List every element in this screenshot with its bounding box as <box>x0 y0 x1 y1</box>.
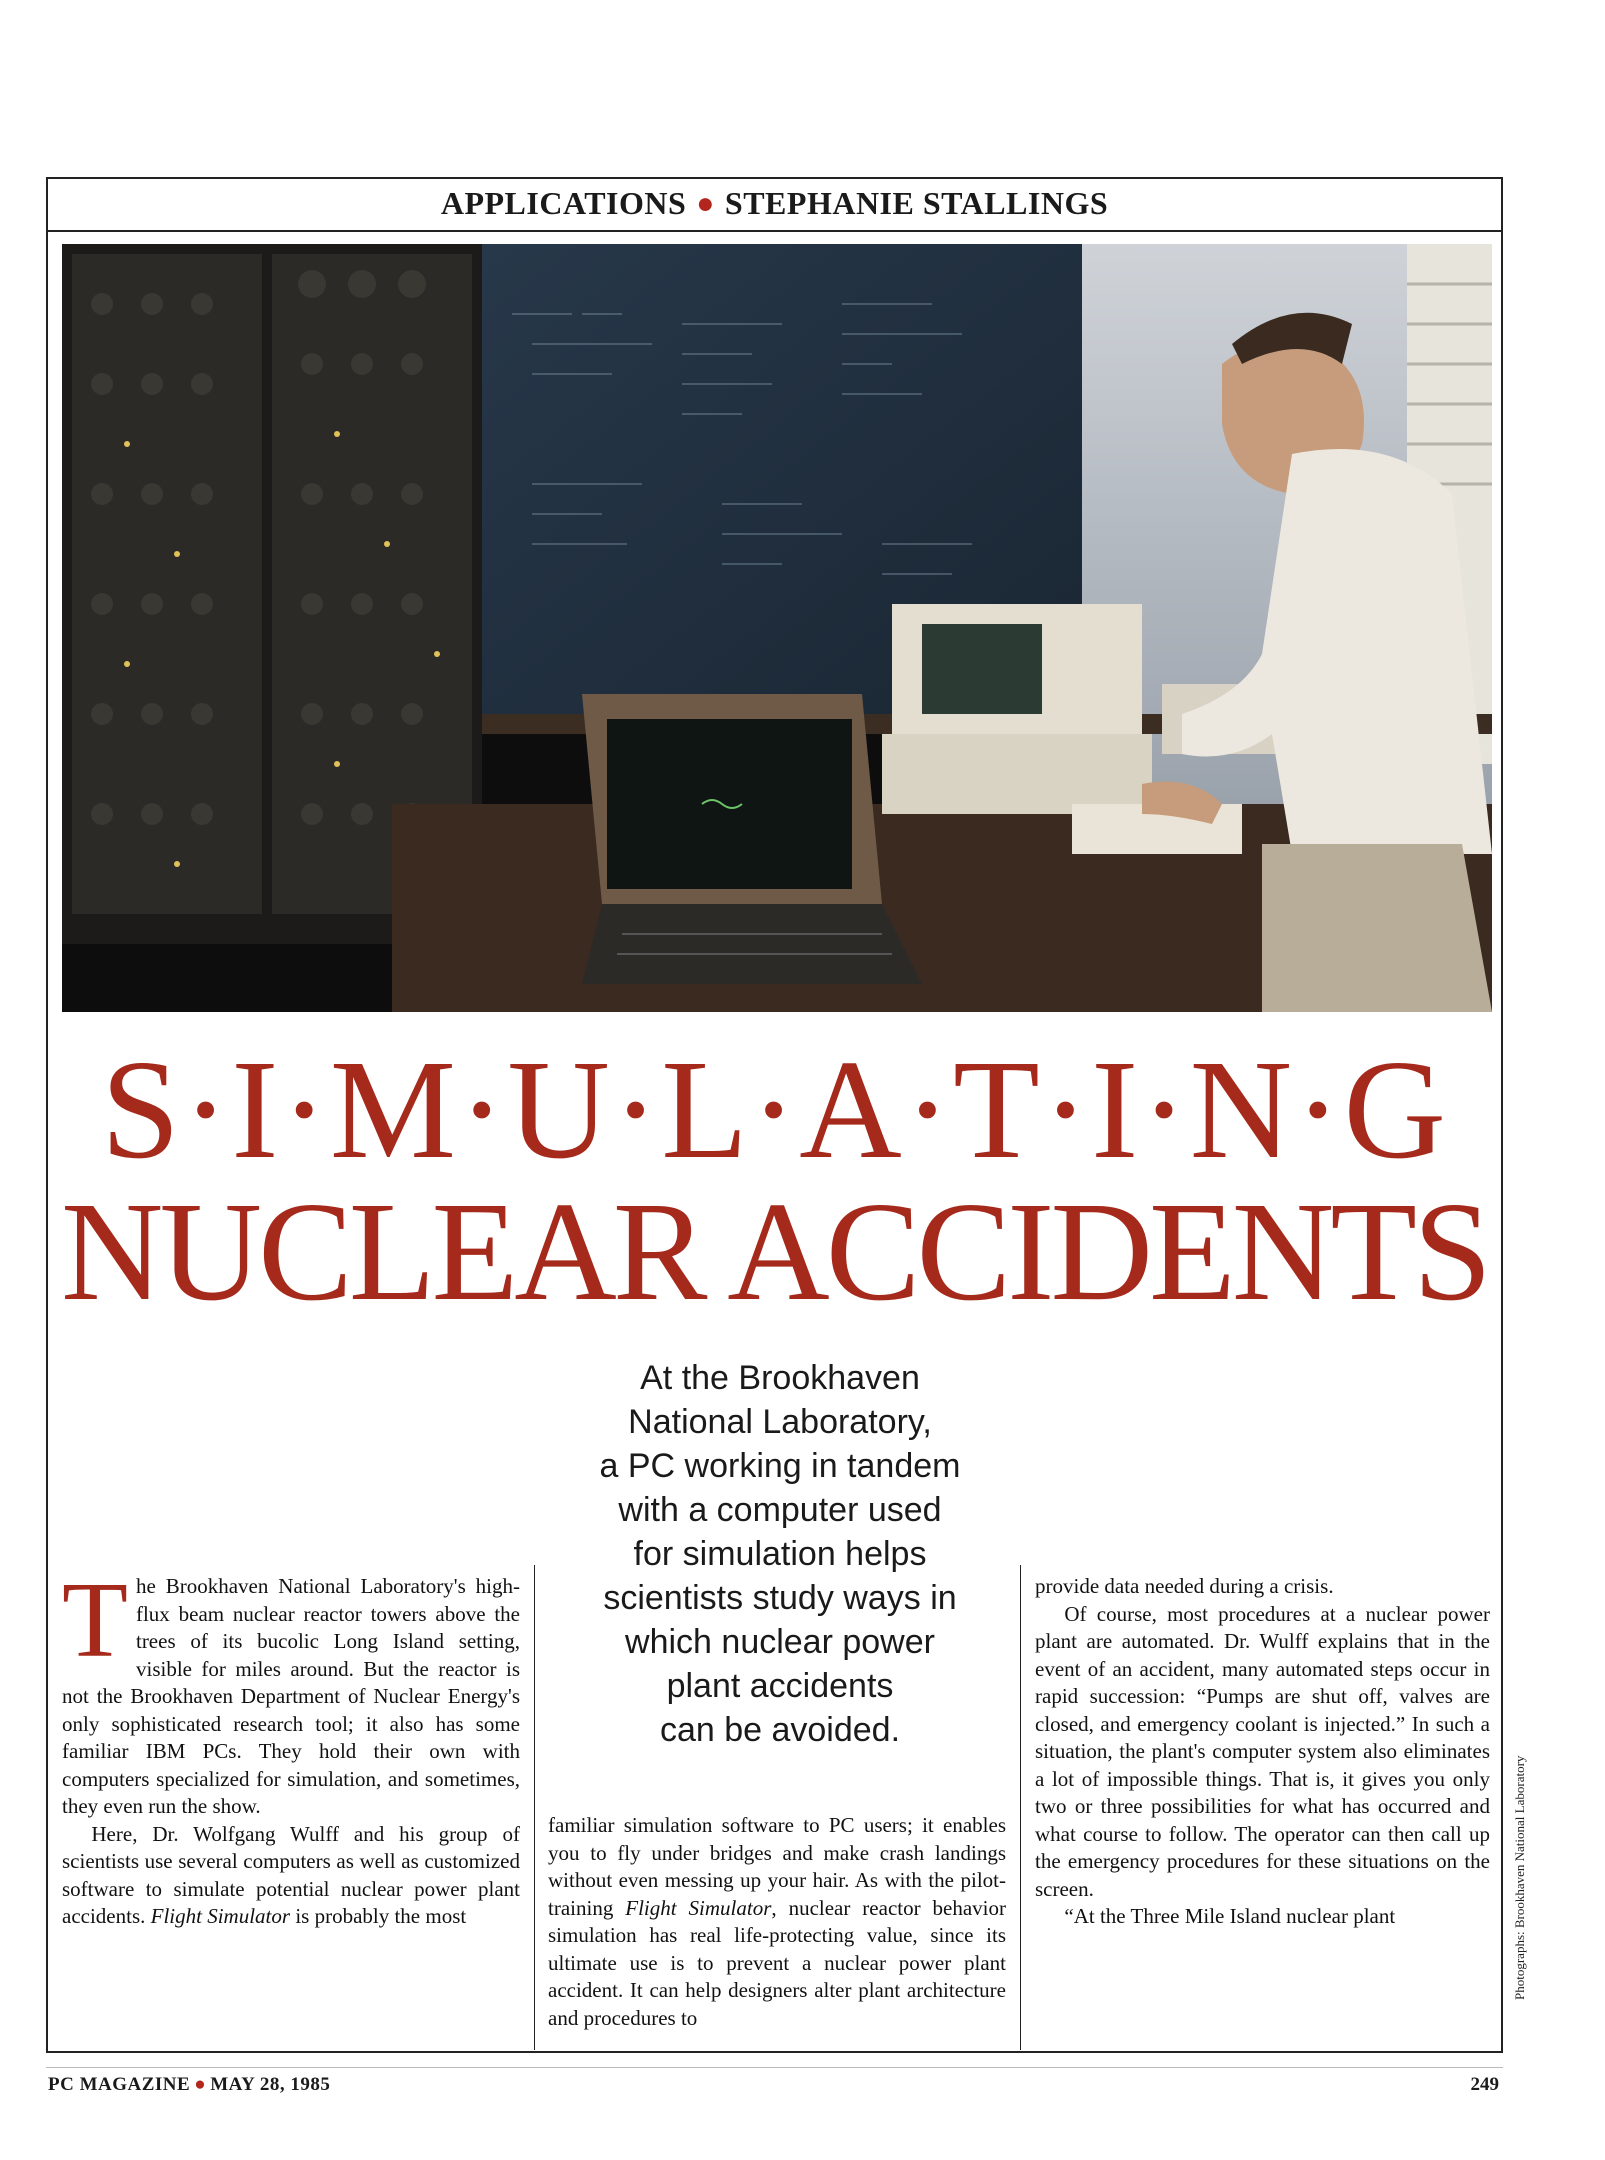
footer-rule <box>46 2067 1503 2068</box>
deck-line: a PC working in tandem <box>599 1447 961 1485</box>
body-paragraph: provide data needed during a crisis. <box>1035 1574 1334 1598</box>
magazine-name: PC MAGAZINE <box>48 2074 191 2095</box>
section-header <box>46 177 1503 232</box>
body-column-3 <box>1035 1573 1490 1931</box>
body-column-2 <box>548 1812 1006 2032</box>
drop-cap: T <box>62 1561 128 1680</box>
article-deck <box>520 1356 1040 1752</box>
deck-line: plant accidents <box>666 1667 894 1705</box>
paragraph-text: , nuclear reactor behavior simulation has real life-protecting value, since its ultimate use is to prevent a nuclear power plant accident. It can help designers alter plant architecture and procedures to <box>548 1895 1006 2030</box>
headline-line-1: S·I·M·U·L·A·T·I·N·G <box>100 1030 1449 1188</box>
body-paragraph <box>548 1812 1006 2032</box>
title-italic: Flight Simulator <box>625 1895 772 1920</box>
bullet-dot-icon: ● <box>194 2074 207 2095</box>
column-rule-2 <box>1020 1565 1021 2050</box>
deck-line: can be avoided. <box>659 1711 901 1749</box>
headline-line-2: NUCLEAR ACCIDENTS <box>60 1172 1489 1330</box>
deck-line: which nuclear power <box>625 1623 935 1661</box>
body-paragraph <box>62 1821 520 1931</box>
photo-credit: Photographs: Brookhaven National Laboratory <box>1512 1755 1527 2000</box>
title-italic: Flight Simulator <box>150 1904 291 1928</box>
deck-line: with a computer used <box>618 1491 942 1529</box>
paragraph-text: familiar simulation software to PC users; it enables you to fly under bridges and make crash landings without even messing up your hair. As with the pilot-training <box>548 1813 1006 1920</box>
deck-line: At the Brookhaven <box>640 1359 920 1397</box>
page-number: 249 <box>1470 2074 1499 2095</box>
paragraph-text: Here, Dr. Wolfgang Wulff and his group of scientists use several computers as well as customized software to simulate potential nuclear power plant accidents. <box>62 1821 520 1928</box>
body-paragraph: “At the Three Mile Island nuclear plant <box>1064 1904 1396 1928</box>
paragraph-text: he Brookhaven National Laboratory's high-flux beam nuclear reactor towers above the trees of its bucolic Long Island setting, visible for miles around. But the reactor is not the Brookhaven Department of Nuclear Energy's only sophisticated research tool; it also has some familiar IBM PCs. They hold their own with computers specialized for simulation, and sometimes, they even run the show. <box>62 1574 520 1818</box>
body-paragraph <box>62 1561 520 1821</box>
lab-scene-illustration <box>62 244 1492 1012</box>
deck-line: National Laboratory, <box>628 1403 932 1441</box>
lead-photo <box>62 244 1492 1012</box>
paragraph-text: is probably the most <box>290 1904 467 1928</box>
body-column-1 <box>62 1561 520 1931</box>
body-paragraph: Of course, most procedures at a nuclear power plant are automated. Dr. Wulff explains that in the event of an accident, many automated steps occur in rapid succession: “Pumps are shut off, valves are closed, and emergency coolant is injected.” In such a situation, the plant's computer system also eliminates a lot of impossible things. That is, it gives you only two or three possibilities for what has occurred and what course to follow. The operator can then call up the emergency procedures for these situations on the screen. <box>1035 1601 1490 1901</box>
author-name: STEPHANIE STALLINGS <box>724 185 1109 221</box>
section-label: APPLICATIONS <box>440 185 687 221</box>
issue-date: MAY 28, 1985 <box>210 2074 331 2095</box>
column-rule-1 <box>534 1565 535 2050</box>
bullet-dot-icon: ● <box>696 186 715 220</box>
deck-line: for simulation helps <box>633 1535 927 1573</box>
footer-publication <box>48 2074 330 2096</box>
deck-line: scientists study ways in <box>603 1579 957 1617</box>
